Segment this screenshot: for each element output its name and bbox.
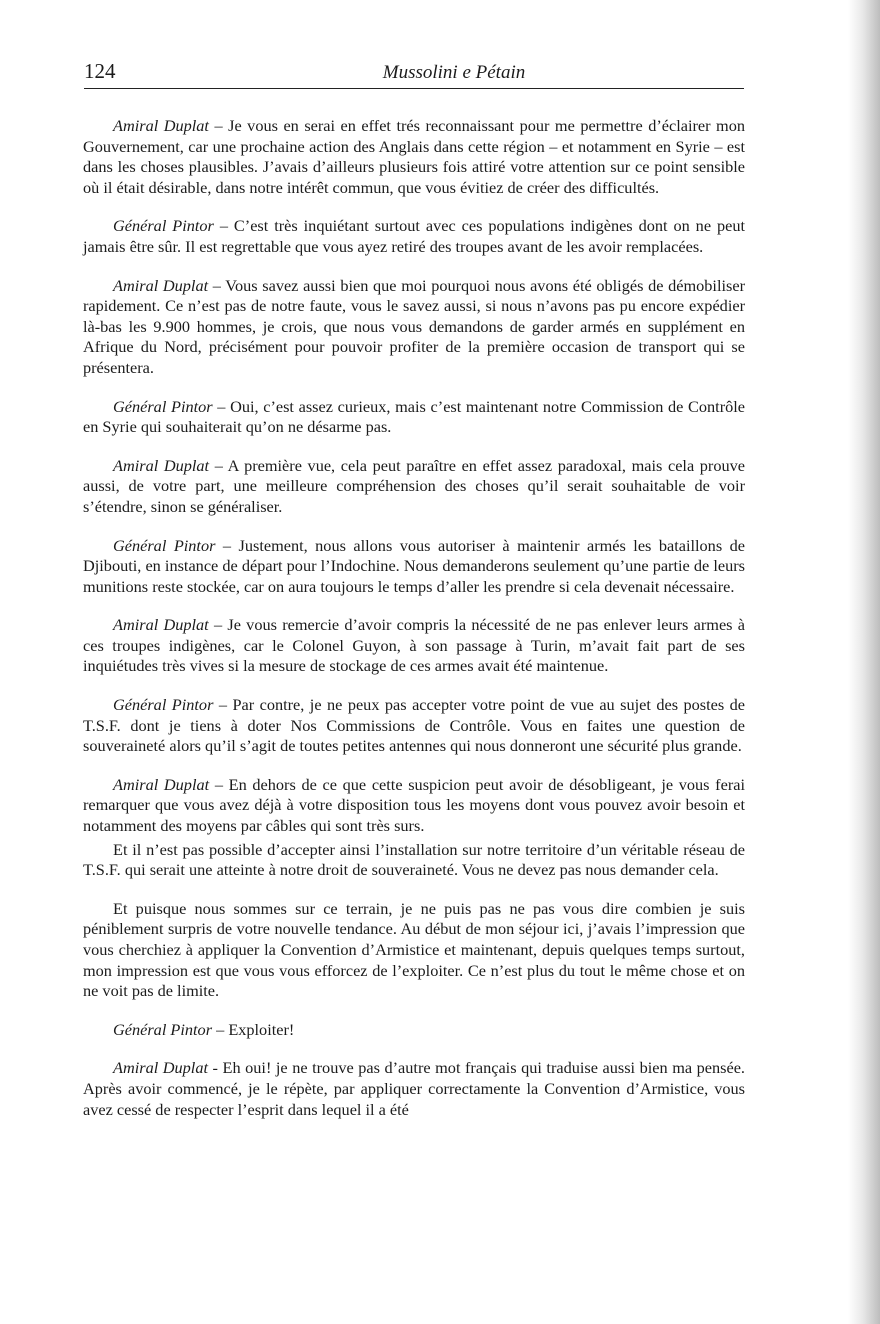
paragraph-text: – Oui, c’est assez curieux, mais c’est maintenant notre Commission de Contrôle en Syrie qui souhaiterait qu’on ne désarme pas. <box>83 396 746 437</box>
page-number: 124 <box>84 59 116 83</box>
speaker-name: Général Pintor <box>113 216 214 236</box>
paragraph <box>83 536 745 598</box>
page-header <box>84 58 744 89</box>
paragraph-text: – Exploiter! <box>212 1019 295 1039</box>
paragraph <box>83 615 745 677</box>
paragraph-text: Et il n’est pas possible d’accepter ainsi l’installation sur notre territoire d’un véritable réseau de T.S.F. qui serait une atteinte à notre droit de souveraineté. Vous ne devez pas nous demander cela. <box>83 839 745 880</box>
paragraph-text: - Eh oui! je ne trouve pas d’autre mot français qui traduise aussi bien ma pensée. Après avoir commencé, je le répète, par appliquer correctamente la Convention d’Armistice, vous avez cessé de respecter l’esprit dans lequel il a été <box>83 1058 745 1119</box>
dialogue-text <box>83 116 745 1138</box>
paragraph-text: – Vous savez aussi bien que moi pourquoi nous avons été obligés de démobiliser rapidement. Ce n’est pas de notre faute, vous le savez aussi, si nous n’avons pas pu encore expédier là-bas les 9.900 hommes, je crois, que nous vous demandons de garder armés en supplément en Afrique du Nord, précisément pour pouvoir profiter de la première occasion de transport qui se présentera. <box>83 275 745 377</box>
paragraph <box>83 216 745 257</box>
paragraph-text: – Par contre, je ne peux pas accepter votre point de vue au sujet des postes de T.S.F. dont je tiens à doter Nos Commissions de Contrôle. Vous en faites une question de souveraineté alors qu’il s’agit de toutes petites antennes qui nous donneront une sécurité plus grande. <box>83 695 746 756</box>
paragraph-text: – Je vous remercie d’avoir compris la nécessité de ne pas enlever leurs armes à ces troupes indigènes, car le Colonel Guyon, à son passage à Turin, m’avait fait part de ses inquiétudes très vives si la mesure de stockage de ces armes avait été maintenue. <box>83 615 746 676</box>
page-spine-shadow <box>848 0 880 1324</box>
speaker-name: Général Pintor <box>113 535 216 555</box>
paragraph <box>83 1058 745 1120</box>
speaker-name: Amiral Duplat <box>113 275 209 295</box>
speaker-name: Amiral Duplat <box>113 615 209 635</box>
paragraph-text: – Je vous en serai en effet trés reconnaissant pour me permettre d’éclairer mon Gouvernement, car une prochaine action des Anglais dans cette région – et notamment en Syrie – est dans les choses plausibles. J’avais d’ailleurs plusieurs fois attiré votre attention sur ce point sensible où il était désirable, dans notre intérêt commun, que vous évitiez de créer des difficultés. <box>83 116 746 197</box>
paragraph-text: – C’est très inquiétant surtout avec ces populations indigènes dont on ne peut jamais être sûr. Il est regrettable que vous ayez retiré des troupes avant de les avoir remplacées. <box>83 216 746 256</box>
speaker-name: Général Pintor <box>113 396 213 416</box>
paragraph <box>83 456 745 518</box>
speaker-name: Amiral Duplat <box>113 116 209 135</box>
paragraph <box>83 899 745 1002</box>
paragraph <box>83 695 745 757</box>
speaker-name: Amiral Duplat <box>113 774 210 794</box>
paragraph <box>83 840 745 881</box>
paragraph <box>83 1020 745 1041</box>
paragraph-text: Et puisque nous sommes sur ce terrain, je ne puis pas ne pas vous dire combien je suis péniblement surpris de votre nouvelle tendance. Au début de mon séjour ici, j’avais l’impression que vous cherchiez à appliquer la Convention d’Armistice et maintenant, depuis quelques temps surtout, mon impression est que vous vous efforcez de l’exploiter. Ce n’est plus du tout le même chose et on ne voit pas de limite. <box>83 898 745 1001</box>
paragraph <box>83 397 745 438</box>
paragraph-text: – Justement, nous allons vous autoriser à maintenir armés les bataillons de Djibouti, en instance de départ pour l’Indochine. Nous demanderons seulement qu’une partie de leurs munitions reste stockée, car on aura toujours le temps d’aller les prendre si cela devenait nécessaire. <box>83 535 745 596</box>
speaker-name: Général Pintor <box>113 695 214 715</box>
paragraph <box>83 775 745 837</box>
running-title: Mussolini e Pétain <box>382 62 526 83</box>
paragraph <box>83 276 745 379</box>
paragraph-text: – En dehors de ce que cette suspicion peut avoir de désobligeant, je vous ferai remarquer que vous avez déjà à votre disposition tous les moyens dont vous pouvez avoir besoin et notamment des moyens par câbles qui sont très surs. <box>83 774 745 836</box>
paragraph-text: – A première vue, cela peut paraître en effet assez paradoxal, mais cela prouve aussi, de votre part, une meilleure compréhension des choses qu’il serait souhaitable de voir s’étendre, sinon se généraliser. <box>83 455 746 516</box>
speaker-name: Général Pintor <box>113 1019 213 1039</box>
speaker-name: Amiral Duplat <box>113 455 210 475</box>
paragraph <box>83 116 745 198</box>
speaker-name: Amiral Duplat <box>113 1058 208 1078</box>
